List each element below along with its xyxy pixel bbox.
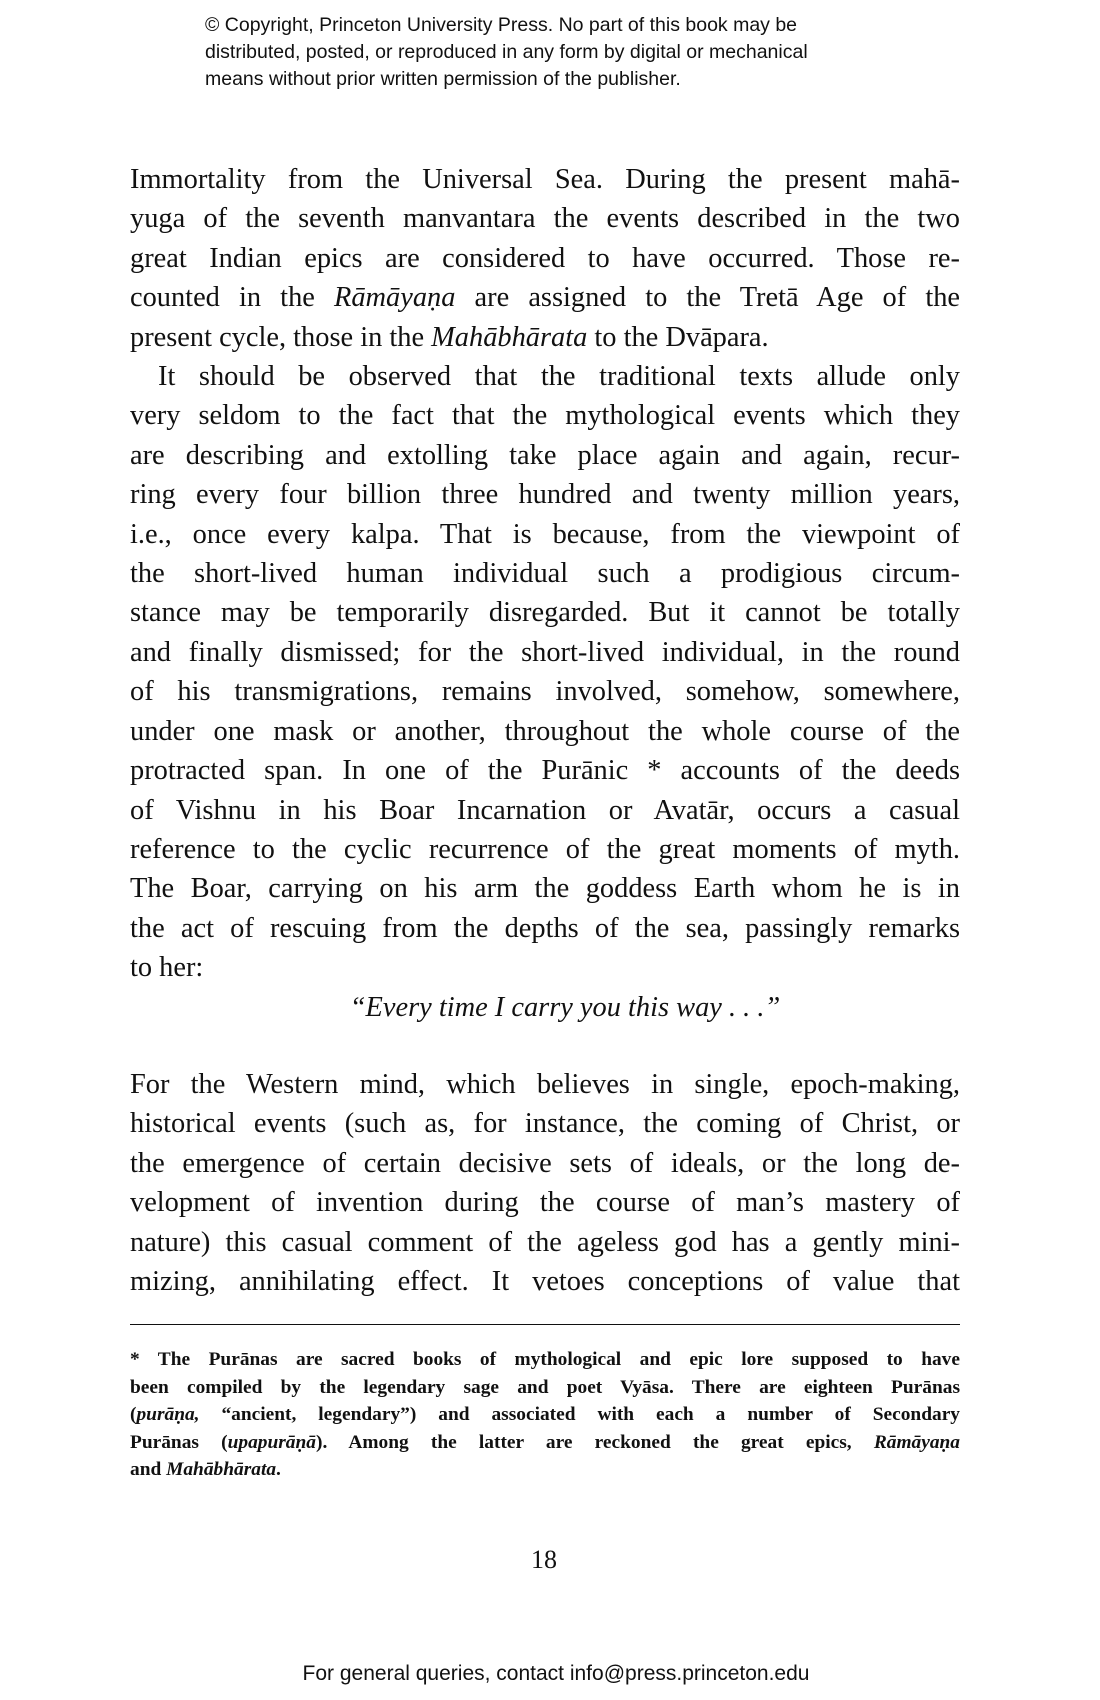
- text-line: For the Western mind, which believes in single, epoch-making,: [130, 1068, 960, 1100]
- text-line: to her:: [130, 952, 204, 984]
- text-line: i.e., once every kalpa. That is because, from the viewpoint of: [130, 518, 960, 550]
- text-span: “ancient, legendary”) and associated with each a number of Secondary: [199, 1404, 960, 1426]
- text-span: ). Among the latter are reckoned the great epics,: [315, 1431, 874, 1453]
- page-number-text: 18: [531, 1545, 557, 1574]
- text-line: the short-lived human individual such a prodigious circum-: [130, 558, 960, 590]
- text-line: are describing and extolling take place again and again, recur-: [130, 439, 960, 471]
- footnote-line: [130, 1456, 960, 1484]
- italic-title: Mahābhārata: [431, 321, 588, 353]
- text-span: and: [130, 1459, 167, 1481]
- text-span: (: [130, 1404, 137, 1426]
- text-line: velopment of invention during the course of man’s mastery of: [130, 1187, 960, 1219]
- text-line: historical events (such as, for instance, the coming of Christ, or: [130, 1108, 960, 1140]
- text-line: great Indian epics are considered to have occurred. Those re-: [130, 242, 960, 274]
- italic-term: purāṇa,: [136, 1404, 200, 1426]
- text-line: The Boar, carrying on his arm the goddess Earth whom he is in: [130, 873, 960, 905]
- text-span: present cycle, those in the: [130, 321, 432, 353]
- text-line: [130, 318, 960, 357]
- text-line: protracted span. In one of the Purānic * accounts of the deeds: [130, 755, 960, 787]
- footnote-line: * The Purānas are sacred books of mythological and epic lore supposed to have: [130, 1349, 960, 1370]
- text-line: mizing, annihilating effect. It vetoes conceptions of value that: [130, 1265, 960, 1297]
- text-span: Purānas (: [130, 1431, 228, 1453]
- text-line: and finally dismissed; for the short-lived individual, in the round: [130, 636, 960, 668]
- text-line: yuga of the seventh manvantara the events described in the two: [130, 203, 960, 235]
- text-line: very seldom to the fact that the mythological events which they: [130, 400, 960, 432]
- main-text: [130, 160, 960, 1301]
- footnote-line: [130, 1401, 960, 1429]
- text-line: of his transmigrations, remains involved, somehow, somewhere,: [130, 676, 960, 708]
- text-line: under one mask or another, throughout the whole course of the: [130, 715, 960, 747]
- footnote-divider: [130, 1324, 960, 1325]
- text-span: counted in the: [130, 282, 334, 314]
- copyright-line: © Copyright, Princeton University Press. No part of this book may be: [205, 14, 798, 36]
- contact-line: [0, 1662, 1100, 1686]
- footnote-line: been compiled by the legendary sage and poet Vyāsa. There are eighteen Purānas: [130, 1376, 960, 1398]
- text-span: to the Dvāpara.: [587, 321, 769, 353]
- copyright-line: distributed, posted, or reproduced in any form by digital or mechanical: [205, 41, 808, 63]
- text-line: ring every four billion three hundred and twenty million years,: [130, 479, 960, 511]
- text-line: the act of rescuing from the depths of the sea, passingly remarks: [130, 912, 960, 944]
- block-quote: “Every time I carry you this way . . .”: [349, 991, 781, 1023]
- paragraph-2: [130, 357, 960, 988]
- copyright-line: means without prior written permission of the publisher.: [205, 68, 681, 90]
- paragraph-3: [130, 1065, 960, 1301]
- italic-title: Rāmāyaṇa: [334, 282, 456, 314]
- footnote-line: [130, 1429, 960, 1457]
- text-line: stance may be temporarily disregarded. But it cannot be totally: [130, 597, 960, 629]
- text-span: .: [276, 1459, 281, 1481]
- text-line: the emergence of certain decisive sets of ideals, or the long de-: [130, 1147, 960, 1179]
- text-line: nature) this casual comment of the ageless god has a gently mini-: [130, 1226, 960, 1258]
- text-line: of Vishnu in his Boar Incarnation or Avatār, occurs a casual: [130, 794, 960, 826]
- copyright-notice: [205, 12, 925, 93]
- text-line: Immortality from the Universal Sea. During the present mahā-: [130, 164, 960, 195]
- footnote: [130, 1346, 960, 1484]
- text-line: It should be observed that the traditional texts allude only: [158, 361, 960, 393]
- italic-term: upapurāṇā: [227, 1431, 316, 1453]
- contact-text: For general queries, contact info@press.princeton.edu: [302, 1662, 810, 1685]
- paragraph-1: [130, 160, 960, 357]
- page-number: [0, 1545, 1100, 1575]
- italic-title: Rāmāyaṇa: [873, 1431, 961, 1453]
- italic-title: Mahābhārata: [166, 1459, 277, 1481]
- text-line: reference to the cyclic recurrence of the great moments of myth.: [130, 833, 960, 865]
- text-span: are assigned to the Tretā Age of the: [455, 282, 961, 314]
- text-line: [130, 278, 960, 317]
